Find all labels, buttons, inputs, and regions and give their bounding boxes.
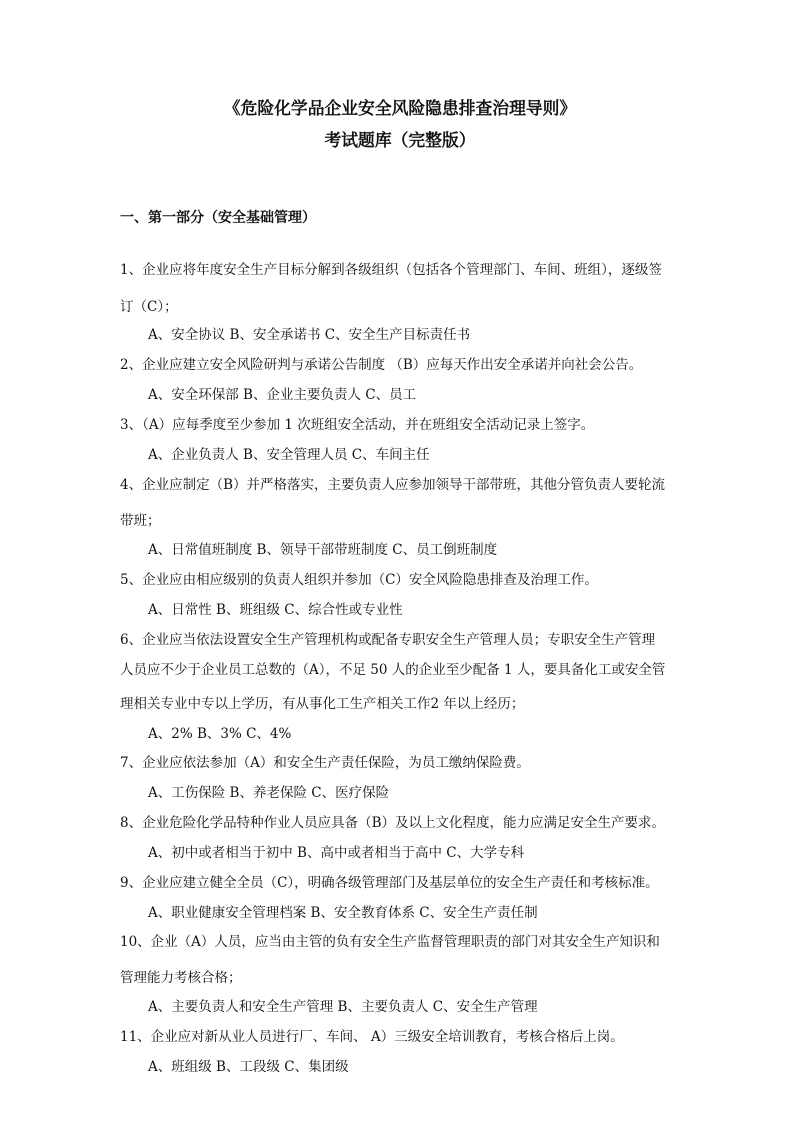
question-4-text-cont: 带班； [120,513,161,529]
question-5-options: A、日常性 B、班组级 C、综合性或专业性 [148,602,403,618]
document-title: 《危险化学品企业安全风险隐患排查治理导则》 [223,98,577,118]
question-7-options: A、工伤保险 B、养老保险 C、医疗保险 [148,785,390,801]
question-2-text: 2、企业应建立安全风险研判与承诺公告制度 （B）应每天作出安全承诺并向社会公告。 [120,357,643,373]
question-3-text: 3、（A）应每季度至少参加 1 次班组安全活动，并在班组安全活动记录上签字。 [120,417,595,433]
question-6-options: A、2% B、3% C、4% [148,726,292,742]
question-8-text: 8、企业危险化学品特种作业人员应具备（B）及以上文化程度，能力应满足安全生产要求。 [120,815,666,831]
question-5-text: 5、企业应由相应级别的负责人组织并参加（C）安全风险隐患排查及治理工作。 [120,572,598,588]
question-1-text-cont: 订（C）； [120,299,178,315]
question-10-text-cont: 管理能力考核合格； [120,970,242,986]
question-1-text: 1、企业应将年度安全生产目标分解到各级组织（包括各个管理部门、车间、班组），逐级签 [120,262,662,278]
question-6-text-cont2: 理相关专业中专以上学历，有从事化工生产相关工作2 年以上经历； [120,696,525,712]
question-4-text: 4、企业应制定（B）并严格落实，主要负责人应参加领导干部带班，其他分管负责人要轮流 [120,477,666,493]
document-subtitle: 考试题库（完整版） [324,130,476,150]
question-9-text: 9、企业应建立健全全员（C），明确各级管理部门及基层单位的安全生产责任和考核标准。 [120,875,659,891]
question-6-text: 6、企业应当依法设置安全生产管理机构或配备专职安全生产管理人员；专职安全生产管理 [120,632,656,648]
question-8-options: A、初中或者相当于初中 B、高中或者相当于高中 C、大学专科 [148,845,525,861]
question-9-options: A、职业健康安全管理档案 B、安全教育体系 C、安全生产责任制 [148,905,538,921]
question-1-options: A、安全协议 B、安全承诺书 C、安全生产目标责任书 [148,327,471,343]
question-2-options: A、安全环保部 B、企业主要负责人 C、员工 [148,387,417,403]
question-11-text: 11、企业应对新从业人员进行厂、车间、 A）三级安全培训教育，考核合格后上岗。 [120,1029,624,1045]
question-6-text-cont: 人员应不少于企业员工总数的（A），不足 50 人的企业至少配备 1 人，要具备化工或安全管 [120,662,666,678]
section-heading: 一、第一部分（安全基础管理） [120,210,316,226]
question-3-options: A、企业负责人 B、安全管理人员 C、车间主任 [148,447,430,463]
question-4-options: A、日常值班制度 B、领导干部带班制度 C、员工倒班制度 [148,542,498,558]
question-10-options: A、主要负责人和安全生产管理 B、主要负责人 C、安全生产管理 [148,999,538,1015]
question-11-options: A、班组级 B、工段级 C、集团级 [148,1059,349,1075]
question-10-text: 10、企业（A）人员，应当由主管的负有安全生产监督管理职责的部门对其安全生产知识和 [120,934,660,950]
question-7-text: 7、企业应依法参加（A）和安全生产责任保险，为员工缴纳保险费。 [120,755,530,771]
